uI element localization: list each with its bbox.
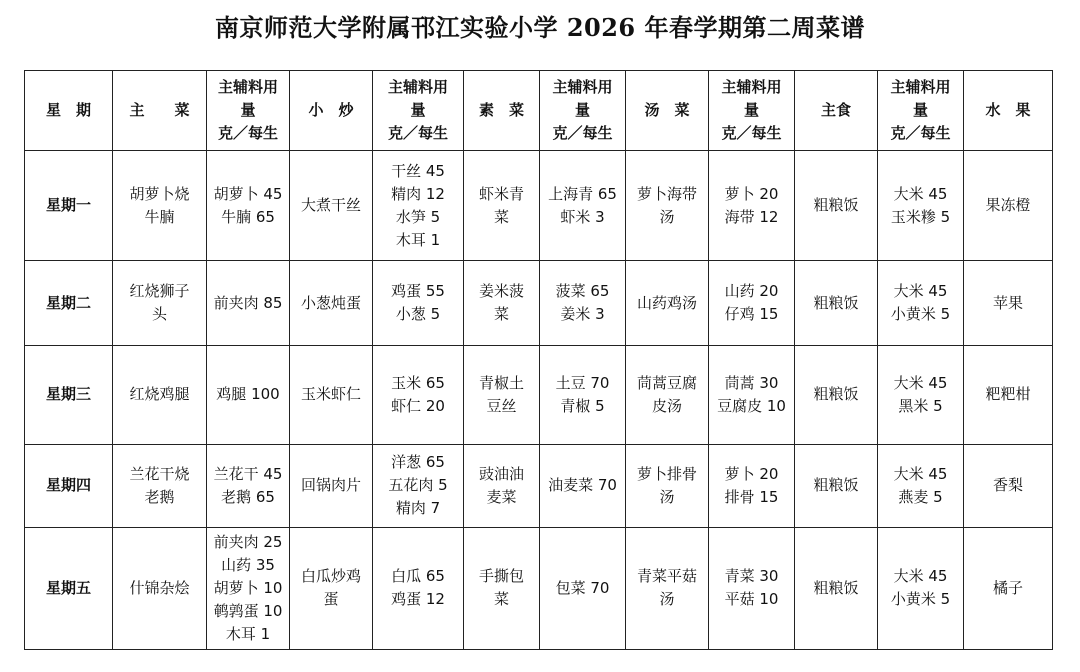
cell-line: 水笋 5 xyxy=(395,207,441,226)
cell-main-ingredients xyxy=(207,151,290,261)
cell-line: 上海青 65 xyxy=(548,184,617,203)
cell-line: 汤 xyxy=(659,487,675,506)
cell-soup-ingredients xyxy=(709,527,795,649)
header-line: 主辅料用 xyxy=(721,78,782,96)
cell-day xyxy=(25,261,113,346)
column-header-soup xyxy=(626,71,709,151)
cell-line: 油麦菜 70 xyxy=(548,476,617,495)
cell-soup xyxy=(626,346,709,444)
cell-line: 牛腩 65 xyxy=(221,207,275,226)
cell-line: 橘子 xyxy=(992,578,1023,597)
cell-main-dish xyxy=(113,527,207,649)
cell-line: 青菜平菇 xyxy=(636,567,697,586)
cell-soup-ingredients xyxy=(709,444,795,527)
header-line: 量 xyxy=(574,101,590,119)
cell-line: 香梨 xyxy=(992,476,1023,495)
cell-staple xyxy=(795,346,878,444)
cell-line: 洋葱 65 xyxy=(391,453,445,472)
cell-fruit xyxy=(964,527,1053,649)
cell-line: 粗粮饭 xyxy=(813,578,859,597)
cell-stir-fry-ingredients xyxy=(373,346,464,444)
cell-line: 玉米虾仁 xyxy=(300,385,361,404)
cell-line: 星期五 xyxy=(45,578,91,597)
header-line: 汤 菜 xyxy=(644,101,690,119)
cell-line: 豆丝 xyxy=(486,396,517,415)
cell-line: 星期一 xyxy=(45,196,91,215)
cell-line: 虾仁 20 xyxy=(391,396,445,415)
header-line: 主辅料用 xyxy=(552,78,613,96)
cell-line: 白瓜 65 xyxy=(391,567,445,586)
cell-day xyxy=(25,527,113,649)
cell-day xyxy=(25,151,113,261)
cell-main-ingredients xyxy=(207,346,290,444)
cell-line: 姜米 3 xyxy=(560,305,605,324)
cell-line: 星期二 xyxy=(45,293,91,312)
header-line: 主辅料用 xyxy=(890,78,951,96)
cell-line: 汤 xyxy=(659,207,675,226)
cell-line: 胡萝卜 45 xyxy=(213,184,283,203)
cell-line: 玉米糁 5 xyxy=(890,207,951,226)
cell-main-ingredients xyxy=(207,527,290,649)
cell-staple xyxy=(795,261,878,346)
header-line: 克／每生 xyxy=(890,124,951,142)
cell-line: 茼蒿豆腐 xyxy=(636,373,697,392)
cell-line: 五花肉 5 xyxy=(388,476,448,495)
header-line: 星 期 xyxy=(45,101,91,119)
header-line: 水 果 xyxy=(985,101,1031,119)
cell-line: 青椒土 xyxy=(478,373,524,392)
cell-line: 老鹅 65 xyxy=(221,487,275,506)
column-header-staple xyxy=(795,71,878,151)
cell-line: 海带 12 xyxy=(724,207,779,226)
cell-line: 红烧鸡腿 xyxy=(129,385,190,404)
cell-veg-dish xyxy=(464,151,540,261)
cell-line: 黑米 5 xyxy=(898,396,943,415)
cell-soup xyxy=(626,261,709,346)
cell-line: 鹌鹑蛋 10 xyxy=(213,601,283,620)
header-line: 克／每生 xyxy=(217,124,278,142)
cell-line: 青椒 5 xyxy=(560,396,605,415)
column-header-main-ingredients xyxy=(207,71,290,151)
cell-fruit xyxy=(964,444,1053,527)
cell-veg-ingredients xyxy=(540,261,626,346)
cell-line: 前夹肉 85 xyxy=(213,293,283,312)
cell-veg-ingredients xyxy=(540,444,626,527)
cell-veg-dish xyxy=(464,261,540,346)
table-row xyxy=(25,346,1053,444)
cell-line: 大煮干丝 xyxy=(300,196,361,215)
cell-line: 大米 45 xyxy=(893,373,948,392)
cell-day xyxy=(25,444,113,527)
cell-line: 果冻橙 xyxy=(985,196,1031,215)
cell-line: 青菜 30 xyxy=(724,567,779,586)
header-line: 量 xyxy=(410,101,426,119)
cell-soup-ingredients xyxy=(709,346,795,444)
cell-fruit xyxy=(964,151,1053,261)
cell-line: 土豆 70 xyxy=(555,373,610,392)
cell-line: 山药 35 xyxy=(221,555,275,574)
cell-line: 胡萝卜烧 xyxy=(129,184,190,203)
header-line: 克／每生 xyxy=(387,124,448,142)
cell-line: 小葱炖蛋 xyxy=(300,293,361,312)
cell-line: 精肉 7 xyxy=(395,499,441,518)
cell-line: 粗粮饭 xyxy=(813,476,859,495)
table-row xyxy=(25,444,1053,527)
cell-line: 虾米 3 xyxy=(560,207,605,226)
cell-line: 玉米 65 xyxy=(391,373,445,392)
cell-line: 星期四 xyxy=(45,476,91,495)
cell-line: 前夹肉 25 xyxy=(213,532,283,551)
column-header-fruit xyxy=(964,71,1053,151)
cell-line: 大米 45 xyxy=(893,464,948,483)
header-line: 量 xyxy=(240,101,256,119)
cell-main-ingredients xyxy=(207,444,290,527)
cell-fruit xyxy=(964,261,1053,346)
cell-line: 大米 45 xyxy=(893,282,948,301)
cell-staple xyxy=(795,151,878,261)
column-header-stir-fry xyxy=(290,71,373,151)
cell-veg-ingredients xyxy=(540,527,626,649)
cell-line: 茼蒿 30 xyxy=(724,373,779,392)
cell-staple xyxy=(795,527,878,649)
header-line: 主辅料用 xyxy=(387,78,448,96)
column-header-soup-ingredients xyxy=(709,71,795,151)
cell-stir-fry xyxy=(290,346,373,444)
cell-soup xyxy=(626,444,709,527)
cell-line: 兰花干 45 xyxy=(213,464,283,483)
cell-line: 老鹅 xyxy=(144,487,175,506)
cell-line: 菜 xyxy=(493,207,509,226)
cell-line: 豆腐皮 10 xyxy=(717,396,786,415)
cell-staple-ingredients xyxy=(878,346,964,444)
column-header-day xyxy=(25,71,113,151)
header-line: 小 炒 xyxy=(308,101,354,119)
cell-stir-fry-ingredients xyxy=(373,527,464,649)
cell-line: 粗粮饭 xyxy=(813,385,859,404)
cell-line: 大米 45 xyxy=(893,184,948,203)
cell-soup xyxy=(626,527,709,649)
cell-line: 红烧狮子 xyxy=(129,282,190,301)
cell-line: 小葱 5 xyxy=(395,305,441,324)
cell-line: 燕麦 5 xyxy=(898,487,943,506)
cell-soup-ingredients xyxy=(709,151,795,261)
cell-line: 精肉 12 xyxy=(391,184,445,203)
cell-staple-ingredients xyxy=(878,261,964,346)
cell-line: 什锦杂烩 xyxy=(129,578,190,597)
page-title: 南京师范大学附属邗江实验小学 2026 年春学期第二周菜谱 xyxy=(214,13,865,42)
cell-line: 平菇 10 xyxy=(724,590,779,609)
cell-line: 姜米菠 xyxy=(478,282,524,301)
cell-line: 回锅肉片 xyxy=(300,476,361,495)
cell-line: 粑粑柑 xyxy=(985,385,1031,404)
cell-stir-fry-ingredients xyxy=(373,261,464,346)
cell-line: 萝卜 20 xyxy=(724,464,779,483)
cell-line: 头 xyxy=(151,305,167,324)
cell-line: 仔鸡 15 xyxy=(724,305,779,324)
table-row xyxy=(25,527,1053,649)
header-line: 主辅料用 xyxy=(217,78,278,96)
cell-veg-ingredients xyxy=(540,151,626,261)
cell-staple-ingredients xyxy=(878,444,964,527)
column-header-staple-ingredients xyxy=(878,71,964,151)
cell-main-dish xyxy=(113,261,207,346)
cell-stir-fry xyxy=(290,444,373,527)
cell-line: 萝卜排骨 xyxy=(636,464,697,483)
cell-staple xyxy=(795,444,878,527)
cell-stir-fry xyxy=(290,261,373,346)
cell-line: 牛腩 xyxy=(144,207,175,226)
cell-main-dish xyxy=(113,444,207,527)
cell-line: 菠菜 65 xyxy=(555,282,610,301)
cell-line: 木耳 1 xyxy=(395,230,441,249)
cell-line: 小黄米 5 xyxy=(890,305,951,324)
cell-line: 山药 20 xyxy=(724,282,779,301)
cell-line: 粗粮饭 xyxy=(813,196,859,215)
cell-staple-ingredients xyxy=(878,527,964,649)
cell-staple-ingredients xyxy=(878,151,964,261)
cell-line: 菜 xyxy=(493,305,509,324)
cell-main-dish xyxy=(113,151,207,261)
cell-line: 木耳 1 xyxy=(225,624,271,643)
cell-fruit xyxy=(964,346,1053,444)
cell-veg-dish xyxy=(464,527,540,649)
cell-line: 苹果 xyxy=(992,293,1023,312)
cell-line: 排骨 15 xyxy=(724,487,779,506)
cell-line: 星期三 xyxy=(45,385,91,404)
cell-stir-fry-ingredients xyxy=(373,151,464,261)
cell-line: 山药鸡汤 xyxy=(636,293,697,312)
header-row xyxy=(25,71,1053,151)
cell-main-dish xyxy=(113,346,207,444)
header-line: 主 菜 xyxy=(129,101,190,119)
cell-line: 白瓜炒鸡 xyxy=(300,567,361,586)
cell-soup xyxy=(626,151,709,261)
cell-line: 大米 45 xyxy=(893,567,948,586)
table-row xyxy=(25,261,1053,346)
cell-line: 菜 xyxy=(493,590,509,609)
cell-stir-fry xyxy=(290,527,373,649)
cell-line: 包菜 70 xyxy=(555,578,610,597)
table-row xyxy=(25,151,1053,261)
cell-day xyxy=(25,346,113,444)
column-header-main-dish xyxy=(113,71,207,151)
cell-line: 鸡腿 100 xyxy=(216,385,280,404)
header-line: 克／每生 xyxy=(721,124,782,142)
header-line: 主食 xyxy=(820,101,851,119)
cell-line: 鸡蛋 55 xyxy=(391,282,445,301)
cell-soup-ingredients xyxy=(709,261,795,346)
cell-line: 兰花干烧 xyxy=(129,464,190,483)
column-header-veg-dish xyxy=(464,71,540,151)
column-header-veg-ingredients xyxy=(540,71,626,151)
cell-line: 皮汤 xyxy=(651,396,682,415)
header-line: 克／每生 xyxy=(552,124,613,142)
cell-line: 麦菜 xyxy=(486,487,517,506)
cell-stir-fry xyxy=(290,151,373,261)
cell-line: 胡萝卜 10 xyxy=(213,578,283,597)
cell-line: 虾米青 xyxy=(478,184,524,203)
header-line: 量 xyxy=(743,101,759,119)
column-header-stir-fry-ingredients xyxy=(373,71,464,151)
cell-line: 蛋 xyxy=(323,590,339,609)
menu-table xyxy=(24,70,1053,650)
cell-line: 豉油油 xyxy=(478,464,524,483)
cell-line: 小黄米 5 xyxy=(890,590,951,609)
cell-veg-dish xyxy=(464,346,540,444)
header-line: 量 xyxy=(912,101,928,119)
cell-veg-dish xyxy=(464,444,540,527)
cell-veg-ingredients xyxy=(540,346,626,444)
cell-main-ingredients xyxy=(207,261,290,346)
cell-line: 干丝 45 xyxy=(391,161,445,180)
cell-line: 汤 xyxy=(659,590,675,609)
cell-line: 粗粮饭 xyxy=(813,293,859,312)
cell-line: 手撕包 xyxy=(478,567,524,586)
cell-stir-fry-ingredients xyxy=(373,444,464,527)
cell-line: 萝卜 20 xyxy=(724,184,779,203)
cell-line: 萝卜海带 xyxy=(636,184,697,203)
header-line: 素 菜 xyxy=(478,101,524,119)
cell-line: 鸡蛋 12 xyxy=(391,590,445,609)
